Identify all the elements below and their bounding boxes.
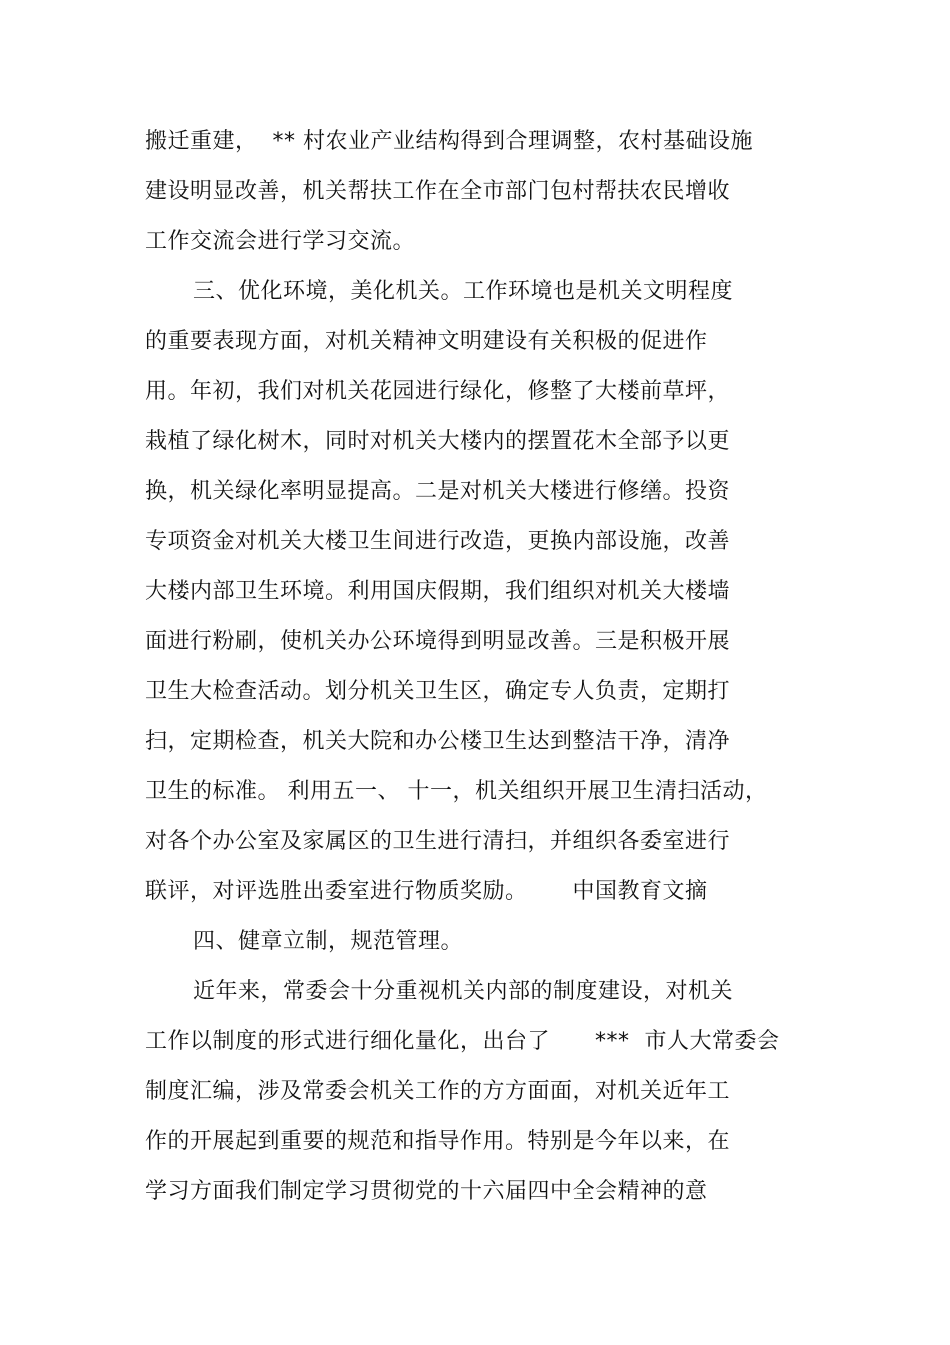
- text-line: 换，机关绿化率明显提高。二是对机关大楼进行修缮。投资: [145, 479, 731, 504]
- text-line: 扫，定期检查，机关大院和办公楼卫生达到整洁干净，清净: [145, 729, 731, 754]
- text-line: 栽植了绿化树木，同时对机关大楼内的摆置花木全部予以更: [145, 429, 731, 454]
- text-line: 面进行粉刷，使机关办公环境得到明显改善。三是积极开展: [145, 629, 731, 654]
- text-line: 工作交流会进行学习交流。: [145, 229, 416, 254]
- section-heading: 三、优化环境，美化机关。工作环境也是机关文明程度: [193, 279, 734, 304]
- text-line: 建设明显改善，机关帮扶工作在全市部门包村帮扶农民增收: [145, 179, 731, 204]
- text-line: 专项资金对机关大楼卫生间进行改造，更换内部设施，改善: [145, 529, 731, 554]
- text-line: 制度汇编，涉及常委会机关工作的方方面面，对机关近年工: [145, 1079, 731, 1104]
- text-line: 的重要表现方面，对机关精神文明建设有关积极的促进作: [145, 329, 708, 354]
- section-heading: 四、健章立制，规范管理。: [193, 929, 464, 954]
- text-line: 搬迁重建， ** 村农业产业结构得到合理调整，农村基础设施: [145, 129, 753, 154]
- text-line: 近年来，常委会十分重视机关内部的制度建设，对机关: [193, 979, 734, 1004]
- text-line: 卫生的标准。 利用五一、 十一，机关组织开展卫生清扫活动，: [145, 779, 768, 804]
- text-line: 对各个办公室及家属区的卫生进行清扫，并组织各委室进行: [145, 829, 731, 854]
- text-line: 作的开展起到重要的规范和指导作用。特别是今年以来，在: [145, 1129, 731, 1154]
- text-line: 工作以制度的形式进行细化量化，出台了 *** 市人大常委会: [145, 1029, 780, 1054]
- text-line: 联评，对评选胜出委室进行物质奖励。 中国教育文摘: [145, 879, 708, 904]
- text-line: 学习方面我们制定学习贯彻党的十六届四中全会精神的意: [145, 1179, 708, 1204]
- text-line: 用。年初，我们对机关花园进行绿化，修整了大楼前草坪，: [145, 379, 731, 404]
- text-line: 大楼内部卫生环境。利用国庆假期，我们组织对机关大楼墙: [145, 579, 731, 604]
- text-line: 卫生大检查活动。划分机关卫生区，确定专人负责，定期打: [145, 679, 731, 704]
